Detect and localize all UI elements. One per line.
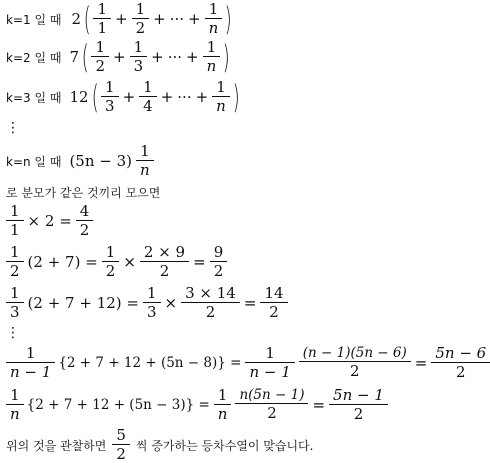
line-k3-coef: 12	[69, 88, 89, 106]
line-kn-expr: (5n − 3)	[69, 152, 132, 170]
equals-sign: =	[243, 294, 257, 312]
right-paren: )	[232, 78, 240, 116]
fraction: $\frac{1}{n}$	[216, 388, 230, 422]
fraction: $\frac{1}{2}$	[134, 2, 148, 36]
equals-sign: =	[312, 396, 326, 414]
fraction: $\frac{2 \times 9}{2}$	[142, 245, 187, 279]
fraction: $\frac{1}{n}$	[205, 40, 219, 74]
line-k2-coef: 7	[69, 48, 79, 66]
times-sign: ×	[123, 253, 136, 271]
ellipsis: ···	[169, 10, 185, 28]
left-paren: (	[81, 38, 89, 76]
sentence-collect: 로 분모가 같은 것끼리 모으면	[6, 186, 161, 200]
fraction: $\frac{1}{n - 1}$	[247, 346, 292, 380]
equation-4	[6, 346, 490, 380]
equation-text: {2 + 7 + 12 + (5n − 3)} =	[26, 397, 210, 413]
fraction: $\frac{4}{2}$	[78, 204, 92, 238]
equals-sign: =	[193, 253, 206, 271]
line-k1-prefix: k=1 일 때	[6, 12, 62, 27]
equation-text: (2 + 7 + 12) =	[27, 294, 139, 312]
fraction: $\frac{1}{2}$	[104, 245, 118, 279]
fraction: $\frac{1}{n}$	[8, 388, 22, 422]
fraction: $\frac{1}{3}$	[103, 80, 117, 114]
equation-2	[6, 245, 227, 279]
fraction: $\frac{n(5n - 1)}{2}$	[237, 389, 306, 422]
ellipsis: ···	[167, 48, 183, 66]
fraction: $\frac{1}{2}$	[93, 40, 107, 74]
fraction: $\frac{1}{3}$	[8, 286, 22, 320]
equals-sign: =	[414, 354, 428, 372]
fraction: $\frac{1}{1}$	[8, 204, 22, 238]
line-k3: k=3 일 때 12 ( $\frac{1}{3}$ + $\frac{1}{4}$ + ··· + $\frac{1}{n}$ )	[6, 78, 240, 116]
fraction: $\frac{5}{2}$	[114, 428, 128, 462]
equation-5	[6, 388, 388, 422]
line-kn-prefix: k=n 일 때	[6, 154, 62, 169]
fraction: $\frac{5n - 6}{2}$	[433, 346, 488, 380]
conclusion-after: 씩 증가하는 등차수열이 맞습니다.	[135, 438, 314, 453]
left-paren: (	[91, 78, 99, 116]
vertical-ellipsis-2: ⋮	[6, 325, 20, 341]
vertical-ellipsis: ⋮	[6, 120, 20, 136]
fraction: $\frac{1}{2}$	[8, 245, 22, 279]
equation-text: (2 + 7) =	[27, 253, 98, 271]
fraction: $\frac{3 \times 14}{2}$	[183, 286, 238, 320]
fraction: $\frac{1}{n}$	[214, 80, 228, 114]
line-k1: k=1 일 때 2 ( $\frac{1}{1}$ + $\frac{1}{2}$ + ··· + $\frac{1}{n}$ )	[6, 0, 232, 38]
fraction: $\frac{1}{n - 1}$	[8, 346, 53, 380]
left-paren: (	[83, 0, 91, 38]
right-paren: )	[225, 0, 232, 38]
line-k3-prefix: k=3 일 때	[6, 90, 62, 105]
equation-text: × 2 =	[27, 212, 72, 230]
fraction: $\frac{1}{3}$	[132, 40, 146, 74]
right-paren: )	[223, 38, 230, 76]
fraction: $\frac{5n - 1}{2}$	[331, 388, 386, 422]
times-sign: ×	[164, 294, 178, 312]
line-k1-coef: 2	[71, 10, 81, 28]
conclusion-before: 위의 것을 관찰하면	[6, 438, 107, 453]
fraction: $\frac{9}{2}$	[212, 245, 226, 279]
fraction: $\frac{1}{4}$	[141, 80, 155, 114]
ellipsis: ···	[177, 88, 192, 106]
fraction: $\frac{1}{n}$	[138, 144, 152, 178]
fraction: $\frac{(n - 1)(5n - 6)}{2}$	[301, 347, 409, 380]
equation-3	[6, 286, 288, 320]
line-k2-prefix: k=2 일 때	[6, 50, 62, 65]
fraction: $\frac{1}{n}$	[207, 2, 221, 36]
equation-1	[6, 204, 93, 238]
equation-text: {2 + 7 + 12 + (5n − 8)} =	[58, 355, 242, 371]
line-kn	[6, 144, 154, 178]
fraction: $\frac{14}{2}$	[262, 286, 285, 320]
conclusion	[6, 428, 313, 462]
fraction: $\frac{1}{1}$	[95, 2, 109, 36]
fraction: $\frac{1}{3}$	[145, 286, 159, 320]
line-k2: k=2 일 때 7 ( $\frac{1}{2}$ + $\frac{1}{3}$ + ··· + $\frac{1}{n}$ )	[6, 38, 230, 76]
